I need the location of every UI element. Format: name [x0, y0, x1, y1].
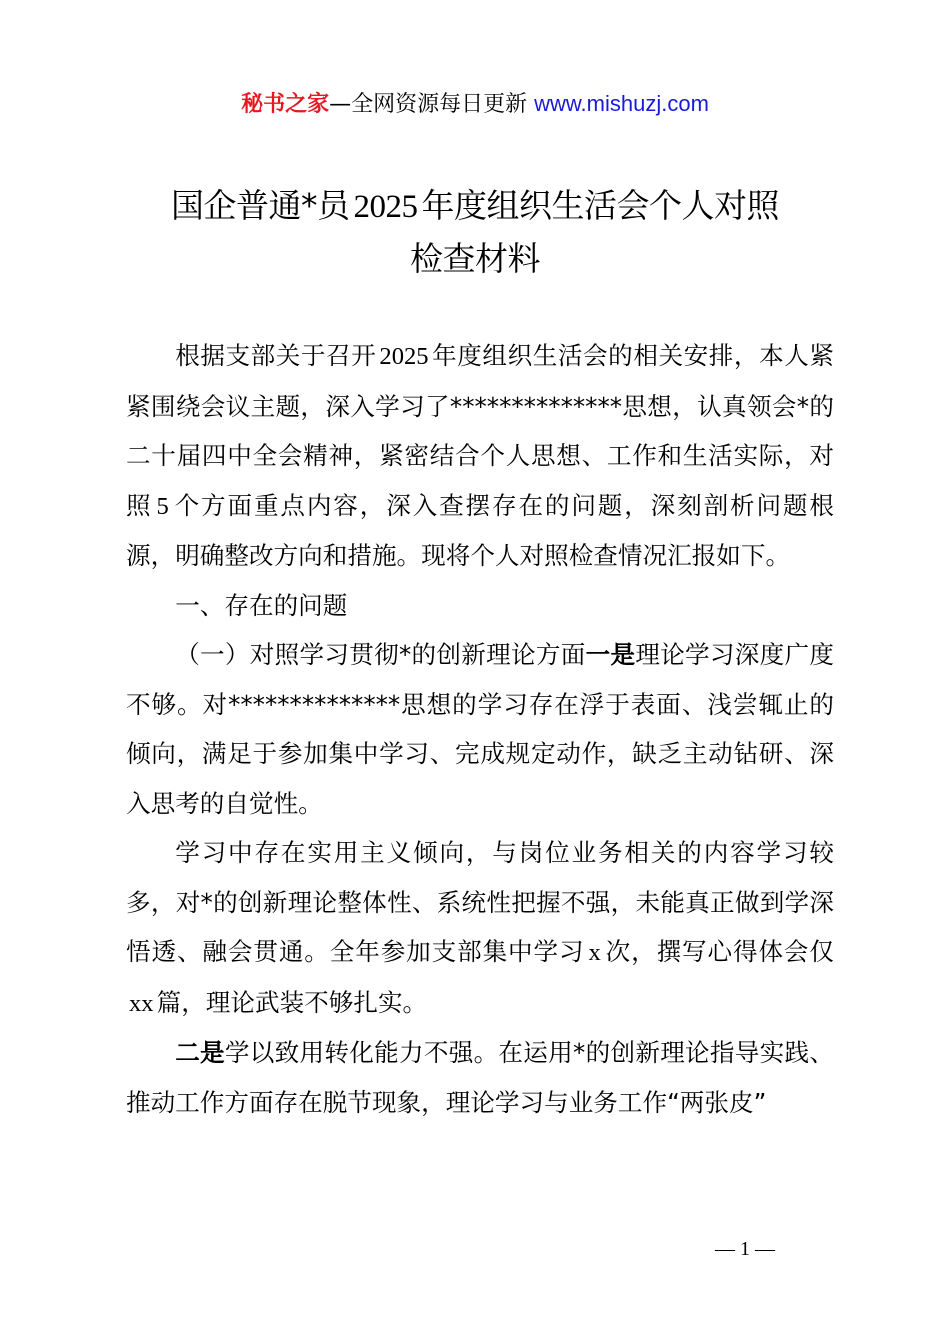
practical-text-b: 次，撰写心得体会仅 — [604, 937, 834, 966]
intro-text-c: 个方面重点内容，深入查摆存在的问题，深刻剖析问题根源，明确整改方向和措施。现将个人对照检查情况汇报如下。 — [126, 490, 834, 570]
title-year: 2025 — [353, 189, 418, 225]
title-line-1 — [120, 180, 830, 233]
intro-year: 2025 — [379, 343, 429, 370]
title-line-2: 检查材料 — [410, 239, 540, 278]
intro-text-b: 年度组织生活会的相关安排，本人紧紧围绕会议主题，深入学习了**************思想，认真领会*的二十届四中全会精神，紧密结合个人思想、工作和生活实际，对照 — [126, 341, 834, 520]
practical-text-a: 学习中存在实用主义倾向，与岗位业务相关的内容学习较多，对*的创新理论整体性、系统性把握不强，未能真正做到学深悟透、融会贯通。全年参加支部集中学习 — [126, 838, 834, 966]
title-text-b: 年度组织生活会个人对照 — [421, 186, 779, 225]
intro-paragraph — [126, 331, 834, 581]
title-text-a: 国企普通*员 — [171, 186, 350, 225]
study-times: x — [588, 939, 601, 966]
point2-paragraph — [126, 1028, 834, 1127]
page-number: — 1 — — [715, 1238, 775, 1260]
subsection-heading: （一）对照学习贯彻*的创新理论方面 — [175, 640, 586, 669]
subsection-paragraph-theory — [126, 630, 834, 828]
banner-url-link[interactable]: www.mishuzj.com — [534, 91, 709, 116]
point2-text: 学以致用转化能力不强。在运用*的创新理论指导实践、推动工作方面存在脱节现象，理论学习与业务工作“两张皮” — [126, 1038, 834, 1117]
section-heading-problems: 一、存在的问题 — [175, 590, 348, 620]
site-banner — [0, 88, 950, 121]
point2-lead: 二是 — [175, 1038, 225, 1067]
banner-slogan: —全网资源每日更新 — [329, 92, 528, 117]
intro-count: 5 — [156, 492, 169, 520]
practical-paragraph — [126, 828, 834, 1028]
articles-count: xx — [129, 989, 154, 1017]
practical-text-c: 篇，理论武装不够扎实。 — [156, 987, 428, 1017]
point1-text: 理论学习深度广度不够。对**************思想的学习存在浮于表面、浅尝辄止的倾向，满足于参加集中学习、完成规定动作，缺乏主动钻研、深入思考的自觉性。 — [126, 640, 834, 818]
intro-text-a: 根据支部关于召开 — [175, 341, 377, 370]
banner-brand: 秘书之家 — [241, 92, 330, 117]
point1-lead: 一是 — [585, 640, 636, 669]
document-body — [126, 331, 834, 1127]
document-title — [120, 180, 830, 285]
